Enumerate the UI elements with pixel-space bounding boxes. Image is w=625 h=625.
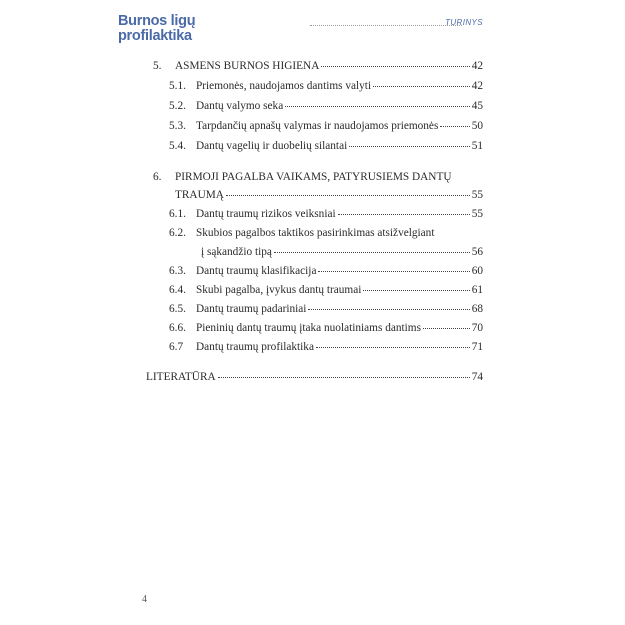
toc-leader [226,195,470,196]
toc-title-continued: TRAUMĄ [175,189,224,201]
toc-page-number: 42 [471,80,483,92]
toc-title: Dantų vagelių ir duobelių silantai [196,140,348,152]
toc-number: 6. [153,171,162,183]
toc-title: Priemonės, naudojamos dantims valyti [196,80,372,92]
toc-entry-6-7[interactable] [169,340,483,354]
toc-page-number: 51 [471,140,483,152]
toc-leader [440,126,469,127]
toc-entry-5[interactable] [153,59,483,73]
toc-title: Dantų traumų rizikos veiksniai [196,208,336,220]
toc-leader [218,377,470,378]
toc-title: Dantų traumų klasifikacija [196,265,317,277]
toc-page-number: 60 [471,265,483,277]
toc-entry-6-3[interactable] [169,264,483,278]
toc-title: PIRMOJI PAGALBA VAIKAMS, PATYRUSIEMS DANTŲ [175,171,452,183]
toc-page-number: 74 [471,371,483,383]
toc-number: 5.1. [169,80,186,92]
toc-entry-6-6[interactable] [169,321,483,335]
toc-leader [274,252,470,253]
toc-title: LITERATŪRA [146,371,216,383]
toc-page-number: 45 [471,100,483,112]
toc-entry-5-4[interactable] [169,139,483,153]
page-number-footer: 4 [142,594,147,605]
toc-entry-6-2[interactable] [201,245,483,259]
toc-number: 6.6. [169,322,186,334]
toc-entry-6-2-line-1[interactable] [169,226,434,240]
toc-leader [318,271,469,272]
toc-leader [423,328,470,329]
toc-title-continued: į sąkandžio tipą [201,246,272,258]
toc-number: 6.7 [169,341,184,353]
toc-number: 6.3. [169,265,186,277]
toc-page-number: 71 [471,341,483,353]
toc-page-number: 61 [471,284,483,296]
brand-line-2: profilaktika [118,28,192,44]
toc-title: Dantų traumų padariniai [196,303,307,315]
toc-leader [363,290,469,291]
toc-page-number: 56 [471,246,483,258]
toc-number: 5.2. [169,100,186,112]
toc-page-number: 50 [471,120,483,132]
toc-page-number: 42 [471,60,483,72]
section-label: TURINYS [445,18,483,27]
toc-title: Tarpdančių apnašų valymas ir naudojamos priemonės [196,120,439,132]
book-page [118,10,502,615]
toc-entry-literature[interactable] [146,370,483,384]
toc-title: Skubios pagalbos taktikos pasirinkimas atsižvelgiant [196,227,435,239]
toc-title: Dantų valymo seka [196,100,284,112]
toc-page-number: 70 [471,322,483,334]
toc-title: Dantų traumų profilaktika [196,341,314,353]
header-rule [310,25,462,26]
toc-entry-5-3[interactable] [169,119,483,133]
toc-entry-6-1[interactable] [169,207,483,221]
toc-page-number: 68 [471,303,483,315]
toc-number: 5.4. [169,140,186,152]
toc-leader [285,106,469,107]
toc-title: Pieninių dantų traumų įtaka nuolatiniams dantims [196,322,421,334]
toc-entry-5-2[interactable] [169,99,483,113]
toc-entry-5-1[interactable] [169,79,483,93]
toc-leader [349,146,469,147]
toc-entry-6[interactable] [175,188,483,202]
brand-line-1: Burnos ligų [118,13,196,29]
toc-title: ASMENS BURNOS HIGIENA [175,60,320,72]
toc-number: 5.3. [169,120,186,132]
toc-number: 6.5. [169,303,186,315]
toc-number: 5. [153,60,162,72]
toc-entry-6-4[interactable] [169,283,483,297]
toc-title: Skubi pagalba, įvykus dantų traumai [196,284,362,296]
toc-page-number: 55 [471,189,483,201]
toc-number: 6.2. [169,227,186,239]
toc-entry-6-5[interactable] [169,302,483,316]
toc-leader [308,309,469,310]
toc-leader [316,347,470,348]
toc-entry-6-line-1[interactable] [153,170,452,184]
toc-number: 6.1. [169,208,186,220]
toc-leader [338,214,470,215]
toc-leader [373,86,470,87]
toc-number: 6.4. [169,284,186,296]
toc-page-number: 55 [471,208,483,220]
book-brand [118,14,195,44]
toc-leader [321,66,469,67]
